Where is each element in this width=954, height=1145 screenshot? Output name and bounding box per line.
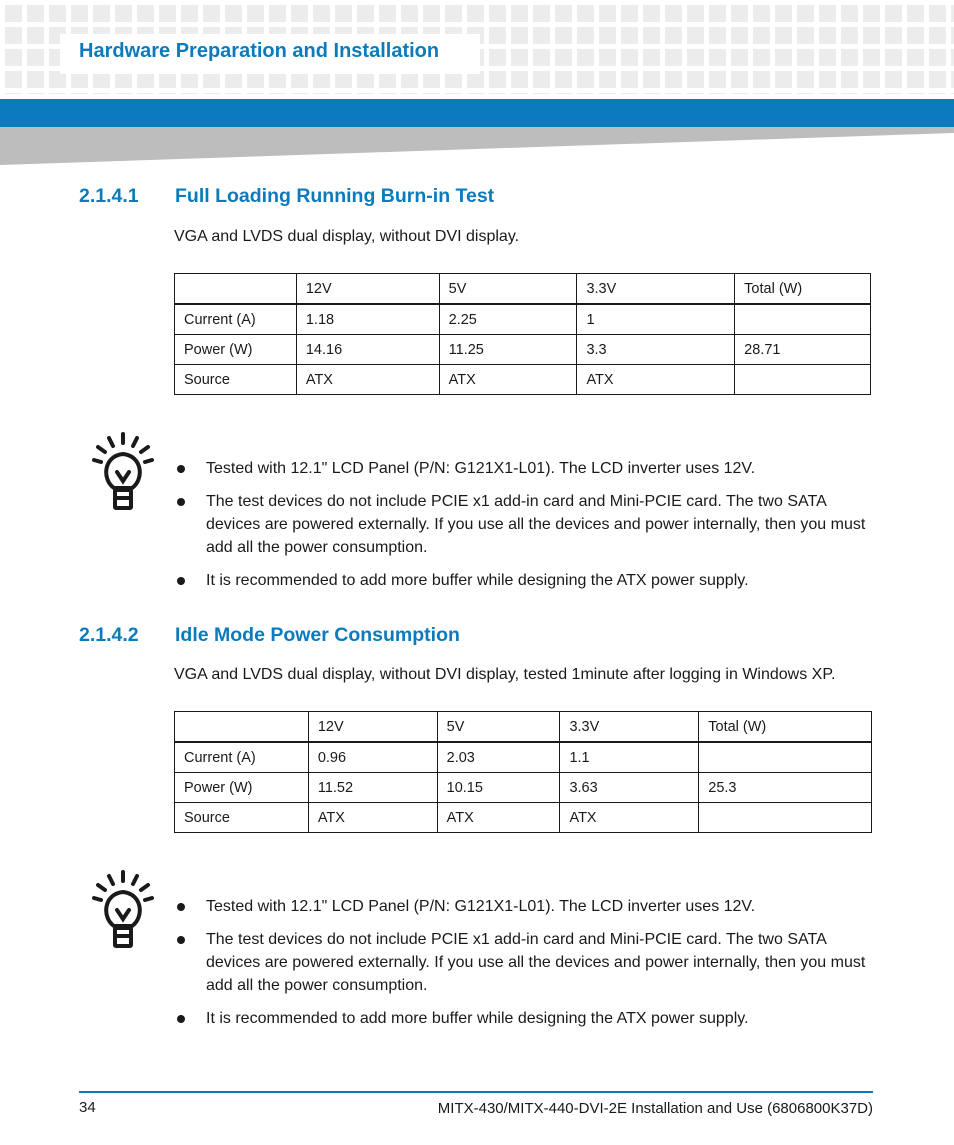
list-item [174,895,874,918]
table-cell: 11.52 [308,773,437,803]
list-item [174,1007,874,1030]
table-cell: ATX [577,365,735,395]
table-cell: 5V [439,274,577,305]
notes-list [174,895,874,1040]
table-row [175,304,871,335]
notes-list [174,457,874,602]
table-cell [735,304,871,335]
footer-rule [79,1091,873,1093]
table-cell: 0.96 [308,742,437,773]
table-row [175,365,871,395]
table-cell: 2.25 [439,304,577,335]
section-intro: VGA and LVDS dual display, without DVI display. [174,228,520,245]
section-number: 2.1.4.2 [79,624,139,646]
table-cell: 1.1 [560,742,699,773]
table-cell: 1 [577,304,735,335]
table-cell: ATX [439,365,577,395]
section-title: Full Loading Running Burn-in Test [175,185,495,207]
section-title: Idle Mode Power Consumption [175,624,460,646]
table-cell: ATX [308,803,437,833]
table-cell: 12V [308,712,437,743]
bullet-dot-icon [177,903,185,911]
table-cell: Total (W) [735,274,871,305]
power-table-burn-in [174,273,871,395]
table-cell: 10.15 [437,773,560,803]
table-cell: Current (A) [175,304,297,335]
list-item [174,569,874,592]
table-row [175,742,872,773]
table-cell: Total (W) [699,712,872,743]
table-cell: Power (W) [175,773,309,803]
note-text: Tested with 12.1" LCD Panel (P/N: G121X1-L01). The LCD inverter uses 12V. [206,460,756,477]
table-row [175,773,872,803]
table-cell: 1.18 [296,304,439,335]
table-cell: Source [175,365,297,395]
table-cell: ATX [560,803,699,833]
header-grey-wedge [0,127,954,165]
table-row [175,335,871,365]
table-cell: 3.63 [560,773,699,803]
table-cell: 5V [437,712,560,743]
table-cell [699,742,872,773]
table-cell: 14.16 [296,335,439,365]
table-cell: 3.3V [560,712,699,743]
table-cell: 25.3 [699,773,872,803]
list-item [174,928,874,997]
note-text: The test devices do not include PCIE x1 add-in card and Mini-PCIE card. The two SATA devices are powered externally. If you use all the devices and power internally, then you must add all the power consumption. [206,493,866,556]
table-cell: ATX [296,365,439,395]
note-text: Tested with 12.1" LCD Panel (P/N: G121X1-L01). The LCD inverter uses 12V. [206,898,756,915]
table-cell: Power (W) [175,335,297,365]
table-header-row [175,274,871,305]
table-row [175,803,872,833]
section-heading-2 [79,624,460,647]
table-cell: 11.25 [439,335,577,365]
table-cell: 2.03 [437,742,560,773]
table-cell: ATX [437,803,560,833]
list-item [174,457,874,480]
table-cell: 12V [296,274,439,305]
bullet-dot-icon [177,1015,185,1023]
table-cell [175,274,297,305]
document-reference: MITX-430/MITX-440-DVI-2E Installation and Use (6806800K37D) [437,1100,873,1117]
table-cell: 3.3 [577,335,735,365]
lightbulb-icon [92,870,154,950]
list-item [174,490,874,559]
table-cell: Current (A) [175,742,309,773]
table-cell [735,365,871,395]
bullet-dot-icon [177,498,185,506]
header-accent-bar [0,99,954,127]
table-cell: 28.71 [735,335,871,365]
lightbulb-icon [92,432,154,512]
chapter-title: Hardware Preparation and Installation [79,40,440,62]
section-intro: VGA and LVDS dual display, without DVI display, tested 1minute after logging in Windows XP. [174,666,836,683]
page-number: 34 [79,1099,96,1116]
bullet-dot-icon [177,577,185,585]
bullet-dot-icon [177,936,185,944]
table-cell: Source [175,803,309,833]
table-cell [699,803,872,833]
section-heading-1 [79,185,494,208]
section-number: 2.1.4.1 [79,185,139,207]
note-text: It is recommended to add more buffer while designing the ATX power supply. [206,1010,749,1027]
note-text: It is recommended to add more buffer while designing the ATX power supply. [206,572,749,589]
table-header-row [175,712,872,743]
note-text: The test devices do not include PCIE x1 add-in card and Mini-PCIE card. The two SATA devices are powered externally. If you use all the devices and power internally, then you must add all the power consumption. [206,931,866,994]
table-cell [175,712,309,743]
bullet-dot-icon [177,465,185,473]
table-cell: 3.3V [577,274,735,305]
power-table-idle [174,711,872,833]
